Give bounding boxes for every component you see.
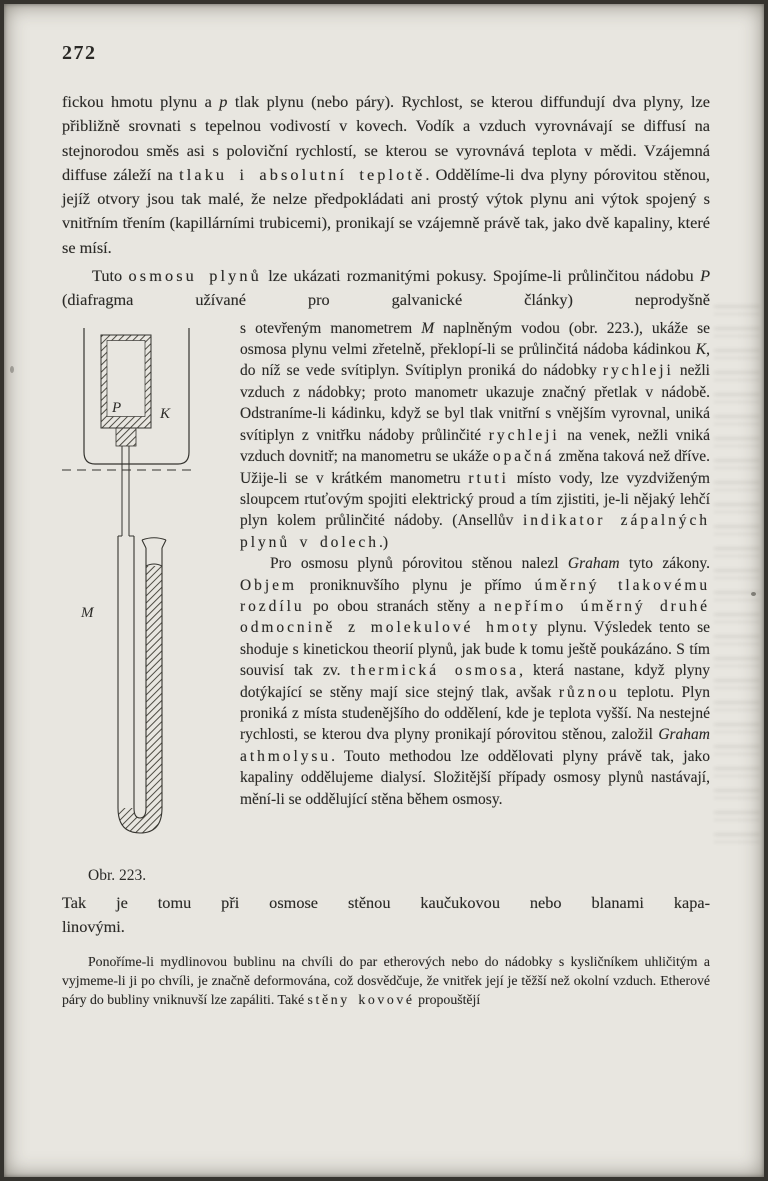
liquid-meniscus bbox=[146, 564, 162, 566]
book-page bbox=[4, 4, 764, 1177]
label-manometer-M: M bbox=[81, 604, 94, 621]
paragraph-osmosis-intro: Tuto osmosu plynů lze ukázati rozmanitými pokusy. Spojíme-li průlinčitou nádobu P (diafragma užívané pro galvanické články) neprodyšně bbox=[62, 266, 711, 310]
stopper bbox=[116, 428, 136, 446]
text-block bbox=[62, 42, 710, 1009]
paragraph-diffusion: fickou hmotu plynu a p tlak plynu (nebo páry). Rychlost, se kterou diffundují dva plyny, lze přibližně srovnati s tepelnou vodivostí v kovech. Vodík a vzduch vyrovnávají se diffusí na stejnorodou směs asi s poloviční rychlostí, se kterou se vyrovnává teplota v mědi. Vzájemná diffuse záleží na tlaku i absolutní teplotě. Oddělíme-li dva plyny pórovitou stěnou, jejíž otvory jsou tak malé, že nelze předpokládati ani prostý výtok plynu ani výtok spojený s vnitřním třením (kapillárními trubicemi), pronikají se vzájemně právě tak, jako dvě kapaliny, které se mísí. bbox=[62, 92, 711, 257]
paragraph-soap-bubble-note: Ponoříme-li mydlinovou bublinu na chvíli do par etherových nebo do nádobky s kysličníkem uhličitým a vyjmeme-li ji po chvíli, je značně deformována, což dosvědčuje, že vnitřek její je těžší než okolní vzduch. Etherové páry do bubliny vniknuvší lze zapáliti. Také stěny kovové propouštějí bbox=[62, 954, 710, 1007]
liquid-bend bbox=[118, 808, 162, 833]
figure-caption: Obr. 223. bbox=[88, 866, 147, 884]
label-beaker-K: K bbox=[160, 405, 171, 422]
page-number: 272 bbox=[62, 42, 97, 64]
paragraph-conclusion bbox=[62, 891, 710, 940]
label-vessel-P: P bbox=[112, 399, 122, 416]
open-mouth-flare bbox=[142, 537, 166, 547]
conclusion-line-2: linovými. bbox=[62, 916, 125, 936]
paragraph-osmosis-experiment: s otevřeným manometrem M naplněným vodou (obr. 223.), ukáže se osmosa plynu velmi zřetelně, překlopí-li se průlinčitá nádoba kádinkou K, do níž se vede svítiplyn. Svítiplyn proniká do nádobky rychleji nežli vzduch z nádobky; proto manometr ukazuje značný přetlak v nádobě. Odstraníme-li kádinku, když se byl tlak vnitřní s vnějším vyrovnal, uniká svítiplyn z vnitřku nádoby průlinčité rychleji na venek, nežli vniká vzduch dovnitř; na manometru se ukáže opačná změna taková než dříve. Užije-li se v krátkém manometru rtuti místo vody, lze vyzdviženým sloupcem rtuťovým spojiti elektrický proud a tím zjistiti, je-li nějaký lehčí plyn kolem průlinčité nádoby. (Ansellův indikator zápalných plynů v dolech.) bbox=[240, 319, 711, 551]
figure-223 bbox=[62, 318, 240, 885]
scan-bleedthrough-artifact bbox=[714, 299, 760, 854]
conclusion-line-1: Tak je tomu při osmose stěnou kaučukovou nebo blanami kapa- bbox=[62, 892, 710, 912]
scan-speck bbox=[751, 592, 756, 596]
figure-text-columns bbox=[62, 318, 710, 885]
liquid-column bbox=[146, 566, 162, 808]
paragraph-graham-laws: Pro osmosu plynů pórovitou stěnou nalezl Graham tyto zákony. Objem proniknuvšího plynu je přímo úměrný tlakovému rozdílu po obou stranách stěny a nepřímo úměrný druhé odmocnině z molekulové hmoty plynu. Výsledek tento se shoduje s kinetickou theorií plynů, jak bude k tomu ještě poukázáno. S tím souvisí tak zv. thermická osmosa, která nastane, když plyny dotýkající se stěny mají sice stejný tlak, avšak různou teplotu. Plyn proniká z místa studenějšího do oddělení, kde je teplota vyšší. Na nestejné rychlosti, se kterou dva plyny pronikají pórovitou stěnou, založil Graham athmolysu. Touto methodou lze oddělovati plyny právě tak, jako kapaliny oddělujeme dialysí. Složitější případy osmosy plynů nastávají, mění-li se oddělující stěna během osmosy. bbox=[240, 555, 711, 808]
connecting-tube bbox=[118, 446, 134, 536]
scan-speck bbox=[10, 366, 14, 373]
apparatus-drawing bbox=[62, 318, 240, 858]
right-text-column bbox=[240, 318, 710, 885]
